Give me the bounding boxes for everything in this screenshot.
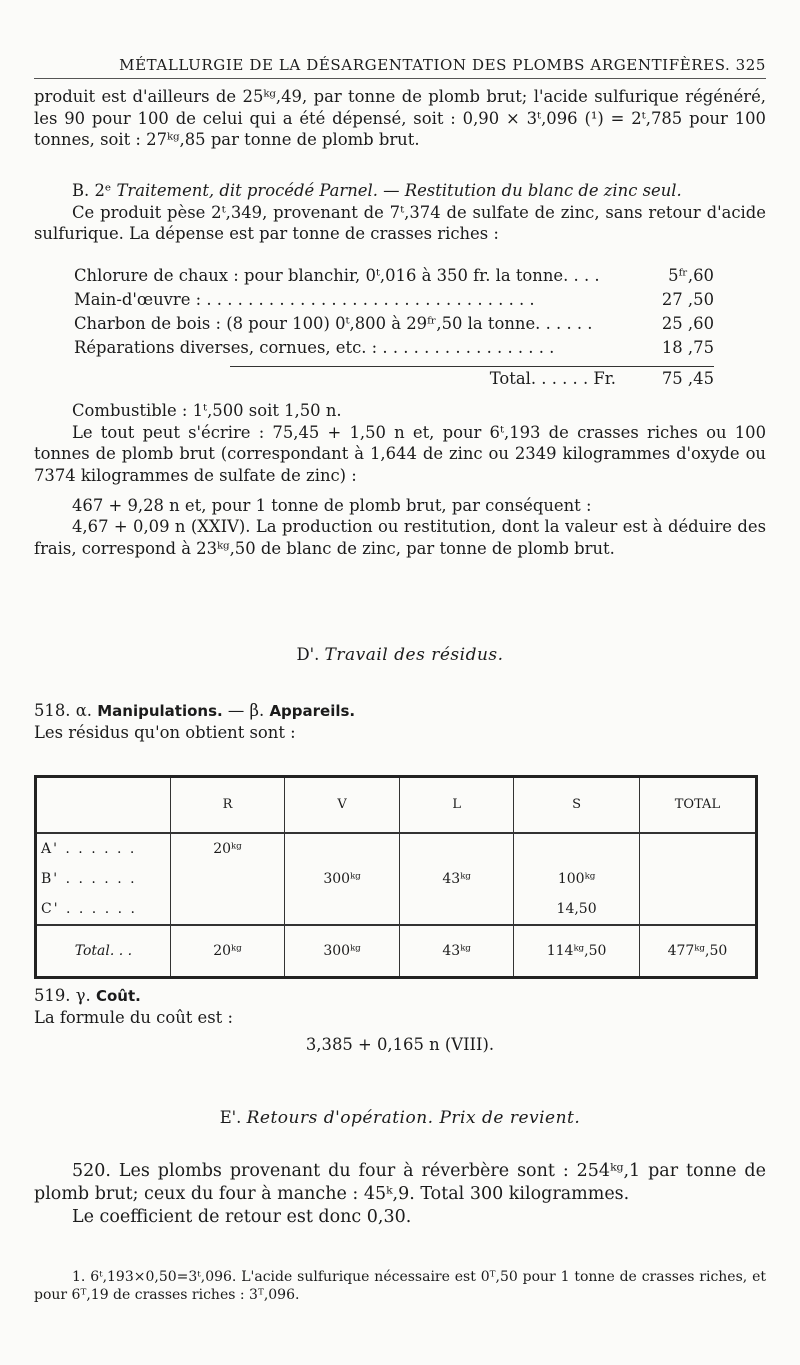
section-b-label: B. 2ᵉ — [72, 181, 112, 200]
table-cell — [399, 833, 513, 864]
cost-value: 27 ,50 — [661, 290, 714, 309]
cost-value: 5ᶠʳ,60 — [668, 266, 714, 285]
cost-value: 25 ,60 — [661, 314, 714, 333]
table-cell — [170, 894, 284, 925]
table-header-cell: S — [514, 777, 640, 834]
section-b-title: Traitement, dit procédé Parnel. — Restitution du blanc de zinc seul. — [116, 181, 682, 200]
table-total-cell: 43ᵏᵍ — [399, 925, 513, 978]
para-518-appareils: Appareils. — [269, 702, 356, 720]
table-cell — [170, 864, 284, 894]
table-total-cell: 20ᵏᵍ — [170, 925, 284, 978]
table-row — [36, 864, 757, 894]
combustible-block — [34, 400, 766, 560]
footnote-text: 1. 6ᵗ,193×0,50=3ᵗ,096. L'acide sulfurique nécessaire est 0ᵀ,50 pour 1 tonne de crasses riches, et pour 6ᵀ,19 de crasses riches : 3ᵀ,096. — [34, 1269, 766, 1304]
table-total-cell: 477ᵏᵍ,50 — [639, 925, 756, 978]
section-e-heading — [34, 1107, 766, 1129]
table-row — [36, 894, 757, 925]
table-total-cell: 300ᵏᵍ — [285, 925, 400, 978]
combustible-line: Combustible : 1ᵗ,500 soit 1,50 n. — [72, 401, 342, 420]
cost-total-row — [74, 366, 714, 390]
table-cell — [639, 894, 756, 925]
section-e-label: E'. — [219, 1108, 242, 1127]
table-cell — [514, 833, 640, 864]
intro-paragraph-block — [34, 86, 766, 151]
section-d-title: Travail des résidus. — [324, 645, 504, 665]
section-b-heading — [34, 180, 766, 202]
table-cell — [639, 864, 756, 894]
section-b-paragraph: Ce produit pèse 2ᵗ,349, provenant de 7ᵗ,374 de sulfate de zinc, sans retour d'acide sulfurique. La dépense est par tonne de crasses riches : — [34, 202, 766, 244]
para-518-alpha: α. — [75, 701, 92, 720]
para-519-number: 519. — [34, 986, 71, 1005]
table-header-cell: V — [285, 777, 400, 834]
table-row-label: B' . . . . . . — [36, 864, 171, 894]
page-number: 325 — [735, 56, 766, 74]
table-row — [36, 833, 757, 864]
para-518-dash: — — [227, 701, 245, 720]
cost-formula-intro: La formule du coût est : — [34, 1007, 233, 1027]
table-cell: 43ᵏᵍ — [399, 864, 513, 894]
cost-list — [74, 264, 714, 390]
para-518-line — [34, 700, 766, 722]
table-total-row — [36, 925, 757, 978]
table-cell — [639, 833, 756, 864]
formula-line-2: 4,67 + 0,09 n (XXIV). La production ou restitution, dont la valeur est à déduire des frais, correspond à 23ᵏᵍ,50 de blanc de zinc, par tonne de plomb brut. — [34, 517, 766, 558]
table-header-row — [36, 777, 757, 834]
cost-row — [74, 288, 714, 312]
coefficient-line: Le coefficient de retour est donc 0,30. — [72, 1207, 412, 1228]
para-520 — [34, 1160, 766, 1229]
table-cell — [285, 894, 400, 925]
para-519-title: Coût. — [95, 987, 141, 1005]
para-519-gamma: γ. — [75, 986, 91, 1005]
running-header — [34, 56, 766, 79]
table-header-cell: L — [399, 777, 513, 834]
table-header-cell: TOTAL — [639, 777, 756, 834]
table-cell: 14,50 — [514, 894, 640, 925]
table-header-cell: R — [170, 777, 284, 834]
intro-paragraph: produit est d'ailleurs de 25ᵏᵍ,49, par tonne de plomb brut; l'acide sulfurique régénéré, les 90 pour 100 de celui qui a été dépensé, soit : 0,90 × 3ᵗ,096 (¹) = 2ᵗ,785 pour 100 tonnes, soit : 27ᵏᵍ,85 par tonne de plomb brut. — [34, 87, 766, 150]
cost-label: Chlorure de chaux : pour blanchir, 0ᵗ,016 à 350 fr. la tonne. . . . — [74, 266, 600, 285]
table-row-label: C' . . . . . . — [36, 894, 171, 925]
cost-total-value: 75 ,45 — [661, 369, 714, 388]
cost-row — [74, 336, 714, 360]
cost-formula: 3,385 + 0,165 n (VIII). — [305, 1035, 495, 1055]
table-cell: 20ᵏᵍ — [170, 833, 284, 864]
section-b — [34, 180, 766, 245]
cost-row — [74, 312, 714, 336]
para-518-beta: β. — [249, 701, 265, 720]
table-total-cell: 114ᵏᵍ,50 — [514, 925, 640, 978]
para-520-text: 520. Les plombs provenant du four à réverbère sont : 254ᵏᵍ,1 par tonne de plomb brut; ceux du four à manche : 45ᵏ,9. Total 300 kilogrammes. — [34, 1161, 766, 1205]
table-total-label: Total. . . — [36, 925, 171, 978]
para-518-manipulations: Manipulations. — [97, 702, 223, 720]
section-d-heading — [34, 644, 766, 666]
table-cell — [399, 894, 513, 925]
header-title: MÉTALLURGIE DE LA DÉSARGENTATION DES PLOMBS ARGENTIFÈRES. — [119, 56, 731, 74]
section-d-label: D'. — [296, 645, 320, 664]
table-row-label: A' . . . . . . — [36, 833, 171, 864]
para-518 — [34, 700, 766, 743]
cost-value: 18 ,75 — [661, 338, 714, 357]
cost-row — [74, 264, 714, 288]
formula-paragraph: Le tout peut s'écrire : 75,45 + 1,50 n et, pour 6ᵗ,193 de crasses riches ou 100 tonnes de plomb brut (correspondant à 1,644 de zinc ou 2349 kilogrammes d'oxyde ou 7374 kilogrammes de sulfate de zinc) : — [34, 422, 766, 485]
para-518-number: 518. — [34, 701, 71, 720]
residus-table — [34, 775, 758, 979]
formula-line-1: 467 + 9,28 n et, pour 1 tonne de plomb brut, par conséquent : — [72, 495, 592, 515]
table-cell: 300ᵏᵍ — [285, 864, 400, 894]
residus-intro: Les résidus qu'on obtient sont : — [34, 722, 296, 742]
table-cell: 100ᵏᵍ — [514, 864, 640, 894]
para-519-line — [34, 985, 766, 1007]
footnote — [34, 1268, 766, 1304]
cost-total-label: Total. . . . . . Fr. — [489, 369, 616, 388]
cost-label: Charbon de bois : (8 pour 100) 0ᵗ,800 à 29ᶠʳ,50 la tonne. . . . . . — [74, 314, 593, 333]
section-e-title: Retours d'opération. Prix de revient. — [246, 1108, 581, 1128]
table-cell — [285, 833, 400, 864]
para-519 — [34, 985, 766, 1056]
cost-label: Réparations diverses, cornues, etc. : . . . . . . . . . . . . . . . . . — [74, 338, 555, 357]
table-header-cell — [36, 777, 171, 834]
cost-label: Main-d'œuvre : . . . . . . . . . . . . . . . . . . . . . . . . . . . . . . . . — [74, 290, 535, 309]
